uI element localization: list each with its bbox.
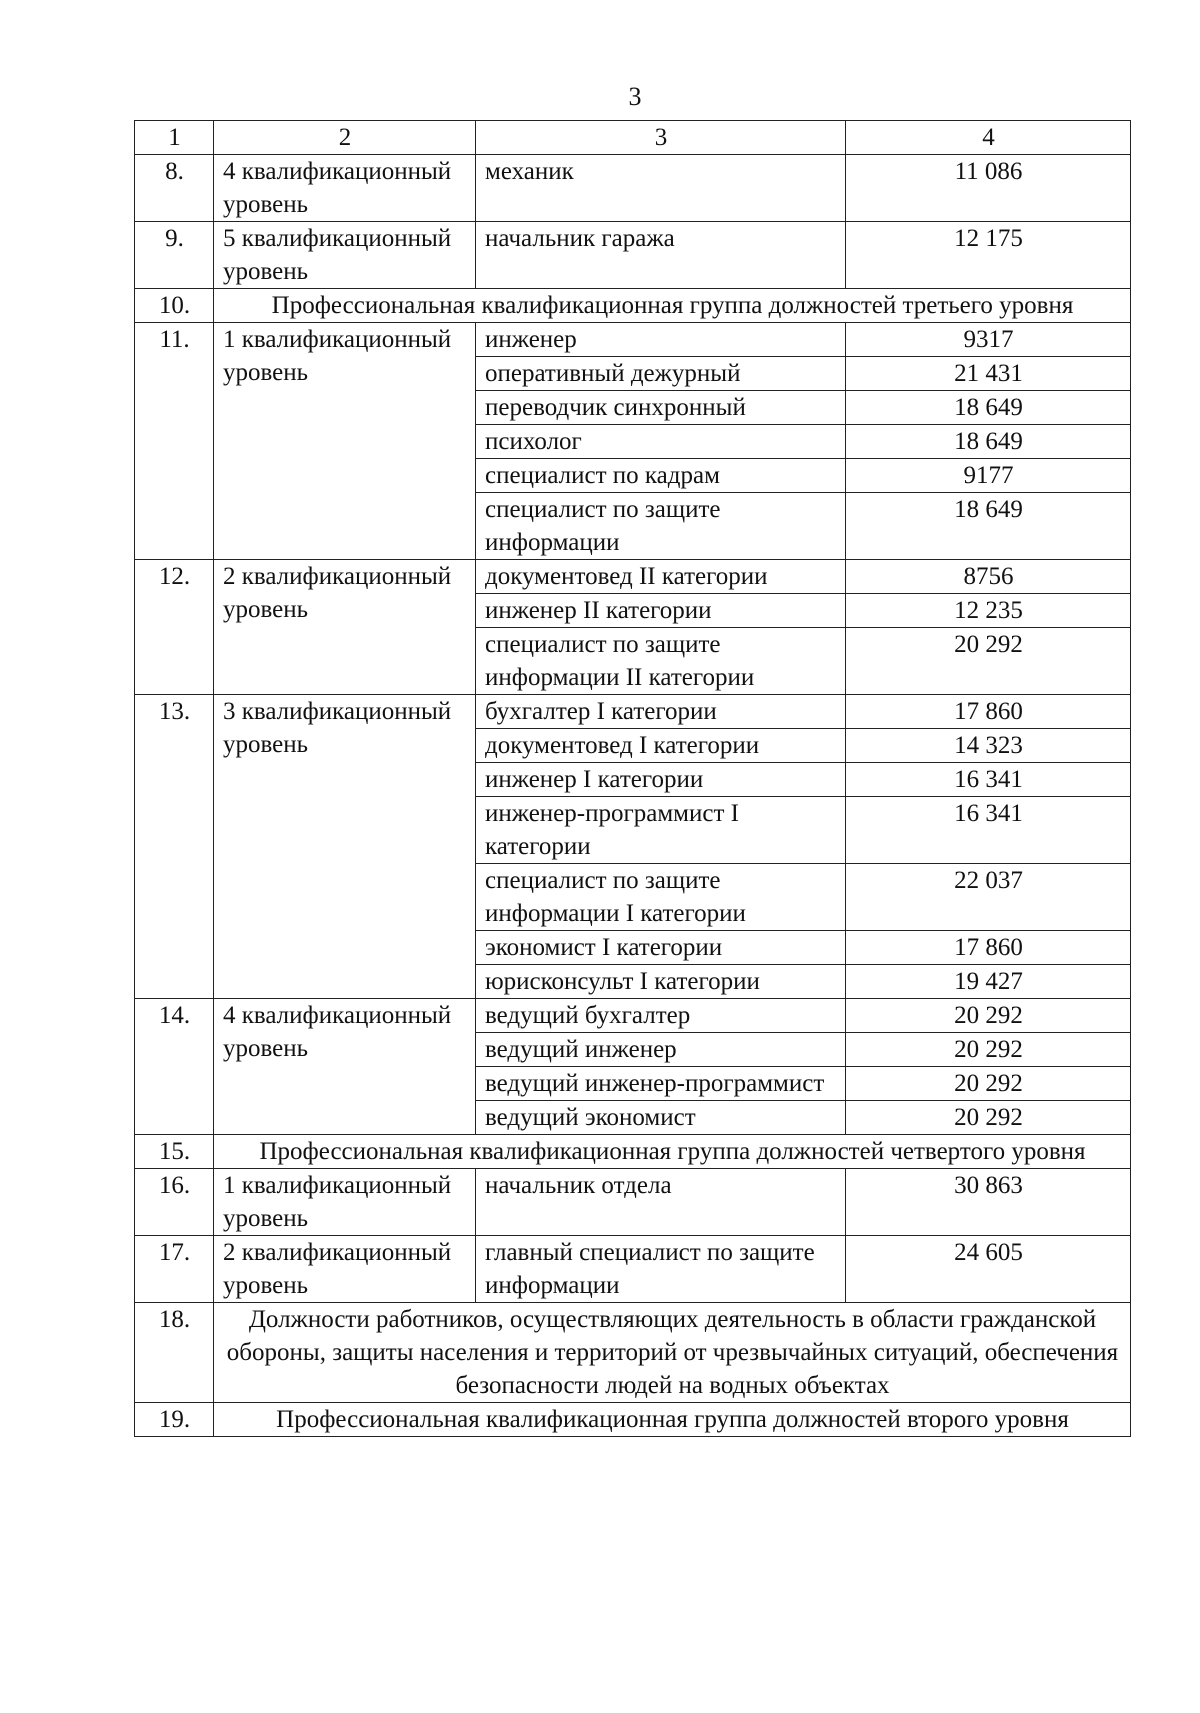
- header-row: [135, 121, 1131, 155]
- salary-value: 9177: [846, 459, 1131, 493]
- position-title: документовед I категории: [476, 729, 846, 763]
- position-title: ведущий инженер-программист: [476, 1067, 846, 1101]
- header-col-1: 1: [135, 121, 214, 155]
- group-row: [135, 289, 1131, 323]
- position-title: документовед II категории: [476, 560, 846, 594]
- row-number: 18.: [135, 1303, 214, 1403]
- salary-value: 17 860: [846, 931, 1131, 965]
- position-title: ведущий экономист: [476, 1101, 846, 1135]
- position-title: специалист по защите информации I категории: [476, 864, 846, 931]
- position-title: переводчик синхронный: [476, 391, 846, 425]
- salary-value: 19 427: [846, 965, 1131, 999]
- salary-value: 20 292: [846, 1101, 1131, 1135]
- qualification-level: 3 квалификационный уровень: [214, 695, 476, 999]
- table-row: [135, 560, 1131, 594]
- salary-value: 20 292: [846, 1033, 1131, 1067]
- table-row: [135, 999, 1131, 1033]
- group-title: Профессиональная квалификационная группа должностей третьего уровня: [214, 289, 1131, 323]
- group-row: [135, 1403, 1131, 1437]
- position-title: юрисконсульт I категории: [476, 965, 846, 999]
- row-number: 19.: [135, 1403, 214, 1437]
- position-title: начальник гаража: [476, 222, 846, 289]
- row-number: 16.: [135, 1169, 214, 1236]
- row-number: 13.: [135, 695, 214, 999]
- position-title: психолог: [476, 425, 846, 459]
- position-title: экономист I категории: [476, 931, 846, 965]
- table-row: [135, 155, 1131, 222]
- salary-value: 20 292: [846, 999, 1131, 1033]
- position-title: инженер-программист I категории: [476, 797, 846, 864]
- salary-value: 20 292: [846, 1067, 1131, 1101]
- table-row: [135, 695, 1131, 729]
- position-title: инженер: [476, 323, 846, 357]
- position-title: ведущий бухгалтер: [476, 999, 846, 1033]
- salary-value: 21 431: [846, 357, 1131, 391]
- salary-value: 14 323: [846, 729, 1131, 763]
- salary-value: 16 341: [846, 763, 1131, 797]
- table-row: [135, 323, 1131, 357]
- table-row: [135, 1236, 1131, 1303]
- salary-value: 12 235: [846, 594, 1131, 628]
- row-number: 12.: [135, 560, 214, 695]
- table-row: [135, 222, 1131, 289]
- salary-value: 17 860: [846, 695, 1131, 729]
- salary-value: 9317: [846, 323, 1131, 357]
- row-number: 8.: [135, 155, 214, 222]
- position-title: начальник отдела: [476, 1169, 846, 1236]
- header-col-2: 2: [214, 121, 476, 155]
- qualification-level: 4 квалификационный уровень: [214, 999, 476, 1135]
- qualification-level: 1 квалификационный уровень: [214, 1169, 476, 1236]
- page-number: 3: [628, 82, 642, 111]
- qualification-level: 4 квалификационный уровень: [214, 155, 476, 222]
- header-col-3: 3: [476, 121, 846, 155]
- qualification-level: 2 квалификационный уровень: [214, 1236, 476, 1303]
- header-col-4: 4: [846, 121, 1131, 155]
- group-title: Профессиональная квалификационная группа должностей второго уровня: [214, 1403, 1131, 1437]
- row-number: 15.: [135, 1135, 214, 1169]
- salary-value: 18 649: [846, 391, 1131, 425]
- salary-value: 22 037: [846, 864, 1131, 931]
- salary-value: 30 863: [846, 1169, 1131, 1236]
- salary-value: 16 341: [846, 797, 1131, 864]
- table-row: [135, 1169, 1131, 1236]
- salary-value: 20 292: [846, 628, 1131, 695]
- group-title: Должности работников, осуществляющих деятельность в области гражданской обороны, защиты населения и территорий от чрезвычайных ситуаций, обеспечения безопасности людей на водных объектах: [214, 1303, 1131, 1403]
- row-number: 14.: [135, 999, 214, 1135]
- row-number: 11.: [135, 323, 214, 560]
- salary-value: 11 086: [846, 155, 1131, 222]
- salary-value: 12 175: [846, 222, 1131, 289]
- position-title: главный специалист по защите информации: [476, 1236, 846, 1303]
- position-title: механик: [476, 155, 846, 222]
- row-number: 9.: [135, 222, 214, 289]
- qualification-level: 2 квалификационный уровень: [214, 560, 476, 695]
- salary-table: [134, 120, 1131, 1437]
- position-title: специалист по защите информации: [476, 493, 846, 560]
- qualification-level: 5 квалификационный уровень: [214, 222, 476, 289]
- group-row: [135, 1135, 1131, 1169]
- position-title: оперативный дежурный: [476, 357, 846, 391]
- row-number: 10.: [135, 289, 214, 323]
- position-title: инженер I категории: [476, 763, 846, 797]
- position-title: специалист по кадрам: [476, 459, 846, 493]
- position-title: ведущий инженер: [476, 1033, 846, 1067]
- salary-value: 18 649: [846, 493, 1131, 560]
- salary-value: 18 649: [846, 425, 1131, 459]
- group-title: Профессиональная квалификационная группа должностей четвертого уровня: [214, 1135, 1131, 1169]
- position-title: бухгалтер I категории: [476, 695, 846, 729]
- position-title: инженер II категории: [476, 594, 846, 628]
- group-row: [135, 1303, 1131, 1403]
- row-number: 17.: [135, 1236, 214, 1303]
- position-title: специалист по защите информации II категории: [476, 628, 846, 695]
- salary-value: 8756: [846, 560, 1131, 594]
- salary-value: 24 605: [846, 1236, 1131, 1303]
- qualification-level: 1 квалификационный уровень: [214, 323, 476, 560]
